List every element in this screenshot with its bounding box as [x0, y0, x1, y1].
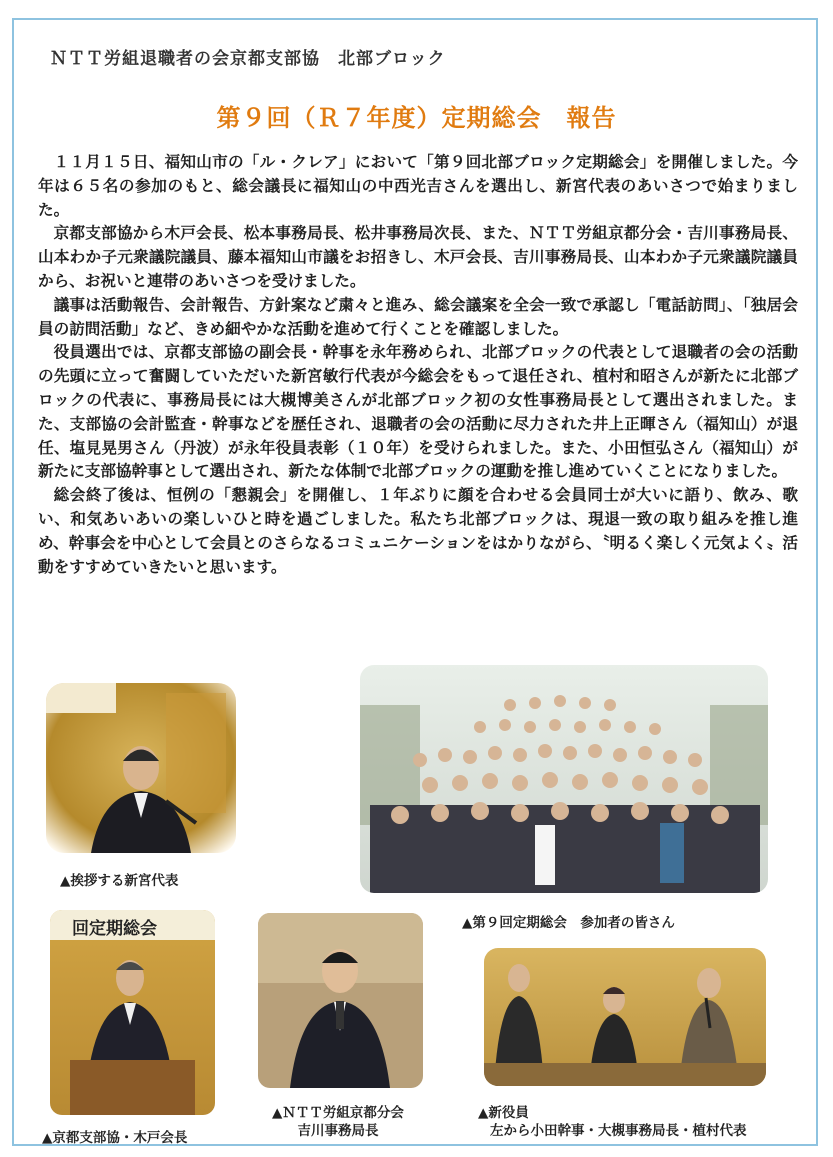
officers-photo — [484, 948, 766, 1086]
kido-photo — [50, 910, 215, 1115]
paragraph-5: 総会終了後は、恒例の「懇親会」を開催し、１年ぶりに顔を合わせる会員同士が大いに語り、飲み、歌い、和気あいあいの楽しいひと時を過ごしました。私たち北部ブロックは、現退一致の取り組みを推し進め、幹事会を中心として会員とのさらなるコミュニケーションをはかりながら、〝明るく楽しく元気よく〟活動をすすめていきたいと思います。 — [38, 486, 798, 576]
officers-caption-line2: 左から小田幹事・大槻事務局長・植村代表 — [490, 1123, 747, 1139]
officers-caption-line1: ▲新役員 — [478, 1105, 529, 1121]
group-photo — [360, 665, 768, 893]
yoshikawa-caption-line1: ▲ＮＴＴ労組京都分会 — [272, 1105, 404, 1121]
report-title: 第９回（Ｒ７年度）定期総会 報告 — [216, 104, 617, 132]
yoshikawa-photo — [258, 913, 423, 1088]
report-body — [38, 151, 798, 579]
paragraph-3: 議事は活動報告、会計報告、方針案など粛々と進み、総会議案を全会一致で承認し「電話訪問」、「独居会員の訪問活動」など、きめ細やかな活動を進めて行くことを確認しました。 — [38, 295, 798, 338]
yoshikawa-caption — [238, 1104, 438, 1140]
paragraph-2: 京都支部協から木戸会長、松本事務局長、松井事務局次長、また、ＮＴＴ労組京都分会・吉川事務局長、山本わか子元衆議院議員、藤本福知山市議をお招きし、木戸会長、吉川事務局長、山本わか子元衆議院議員から、お祝いと連帯のあいさつを受けました。 — [38, 224, 798, 290]
kido-caption: ▲京都支部協・木戸会長 — [42, 1130, 188, 1146]
organization-name: ＮＴＴ労組退職者の会京都支部協 北部ブロック — [50, 49, 446, 69]
yoshikawa-caption-line2: 吉川事務局長 — [297, 1123, 379, 1139]
banner-text: 回定期総会 — [72, 919, 157, 939]
speaker-caption: ▲挨拶する新宮代表 — [60, 873, 179, 889]
paragraph-1: １１月１５日、福知山市の「ル・クレア」において「第９回北部ブロック定期総会」を開催しました。今年は６５名の参加のもと、総会議長に福知山の中西光吉さんを選出し、新宮代表のあいさつで始まりました。 — [38, 153, 798, 219]
speaker-photo — [46, 683, 236, 853]
group-caption: ▲第９回定期総会 参加者の皆さん — [462, 915, 675, 931]
officers-caption — [478, 1104, 747, 1140]
paragraph-4: 役員選出では、京都支部協の副会長・幹事を永年務められ、北部ブロックの代表として退職者の会の活動の先頭に立って奮闘していただいた新宮敏行代表が今総会をもって退任され、植村和昭さんが新たに北部ブロックの代表に、事務局長には大槻博美さんが北部ブロック初の女性事務局長として選出されました。また、支部協の会計監査・幹事などを歴任され、退職者の会の活動に尽力された井上正暉さん（福知山）が退任、塩見晃男さん（丹波）が永年役員表彰（１０年）を受けられました。また、小田恒弘さん（福知山）が新たに支部協幹事として選出され、新たな体制で北部ブロックの運動を推し進めていくことになりました。 — [38, 343, 798, 481]
